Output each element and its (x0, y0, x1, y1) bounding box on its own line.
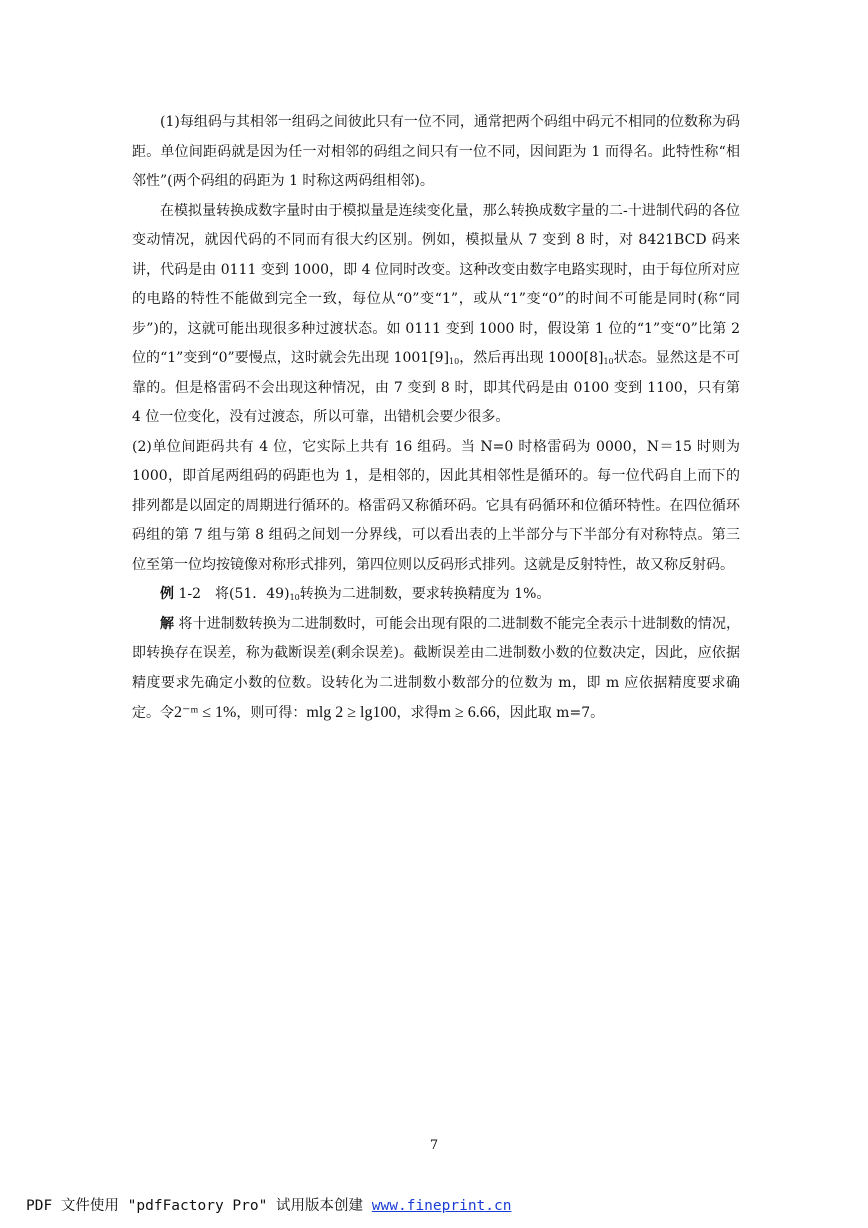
radix-subscript: 10 (449, 357, 460, 366)
radix-subscript: 10 (603, 357, 614, 366)
example-text: 1-2 将(51．49) (174, 586, 290, 602)
paragraph-analog-conversion (132, 197, 740, 433)
paragraph-adjacency: (1)每组码与其相邻一组码之间彼此只有一位不同，通常把两个码组中码元不相同的位数称为码距。单位间距码就是因为任一对相邻的码组之间只有一位不同，因间距为 1 而得名。此特性称“相邻性”(两个码组的码距为 1 时称这两码组相邻)。 (132, 114, 740, 189)
solution-text: ，求得 (396, 705, 439, 721)
radix-subscript: 10 (289, 593, 300, 602)
pdf-footer (26, 1194, 511, 1215)
example-label: 例 (160, 586, 174, 602)
paragraph-text: 在模拟量转换成数字量时由于模拟量是连续变化量，那么转换成数字量的二-十进制代码的各位变动情况，就因代码的不同而有很大约区别。例如，模拟量从 7 变到 8 时，对 8421BCD 码来讲，代码是由 0111 变到 1000，即 4 位同时改变。这种改变由数字电路实现时，由于每位所对应的电路的特性不能做到完全一致，每位从“0”变“1”，或从“1”变“0”的时间不可能是同时(称“同步”)的，这就可能出现很多种过渡状态。如 0111 变到 1000 时，假设第 1 位的“1”变“0”比第 2 位的“1”变到“0”要慢点，这时就会先出现 1001[9] (132, 202, 740, 366)
paragraph-text: ，然后再出现 1000[8] (459, 350, 604, 366)
solution-text: 将十进制数转换为二进制数时，可能会出现有限的二进制数不能完全表示十进制数的情况，即转换存在误差，称为截断误差(剩余误差)。截断误差由二进制数小数的位数决定，因此，应依据精度要求先确定小数的位数。设转化为二进制数小数部分的位数为 m，即 m 应依据精度要求确定。令 (132, 615, 741, 721)
solution-paragraph (132, 610, 740, 729)
solution-text: ，因此取 m=7。 (495, 705, 605, 721)
solution-text: ，则可得： (236, 705, 307, 721)
document-body (132, 108, 740, 729)
page-number: 7 (429, 1138, 439, 1153)
example-heading (132, 580, 740, 610)
inequality-formula: 2⁻ᵐ ≤ 1% (174, 704, 237, 721)
paragraph-cyclic: (2)单位间距码共有 4 位，它实际上共有 16 组码。当 N=0 时格雷码为 0000，N＝15 时则为 1000，即首尾两组码的码距也为 1，是相邻的，因此其相邻性是循环的。每一位代码自上而下的排列都是以固定的周期进行循环的。格雷码又称循环码。它具有码循环和位循环特性。在四位循环码组的第 7 组与第 8 组码之间划一分界线，可以看出表的上半部分与下半部分有对称特点。第三位至第一位均按镜像对称形式排列，第四位则以反码形式排列。这就是反射特性，故又称反射码。 (132, 438, 740, 573)
footer-text: PDF 文件使用 "pdfFactory Pro" 试用版本创建 (26, 1198, 372, 1214)
result-formula: m ≥ 6.66 (438, 704, 496, 721)
footer-link[interactable]: www.fineprint.cn (371, 1198, 512, 1214)
solution-label: 解 (160, 615, 175, 632)
paragraph-text: 状态。显然这是不可靠的。但是格雷码不会出现这种情况，由 7 变到 8 时，即其代码是由 0100 变到 1100，只有第 4 位一位变化，没有过渡态，所以可靠，出错机会要少很多。 (132, 350, 740, 425)
log-formula: mlg 2 ≥ lg100 (306, 704, 397, 721)
example-text: 转换为二进制数，要求转换精度为 1%。 (299, 586, 551, 602)
